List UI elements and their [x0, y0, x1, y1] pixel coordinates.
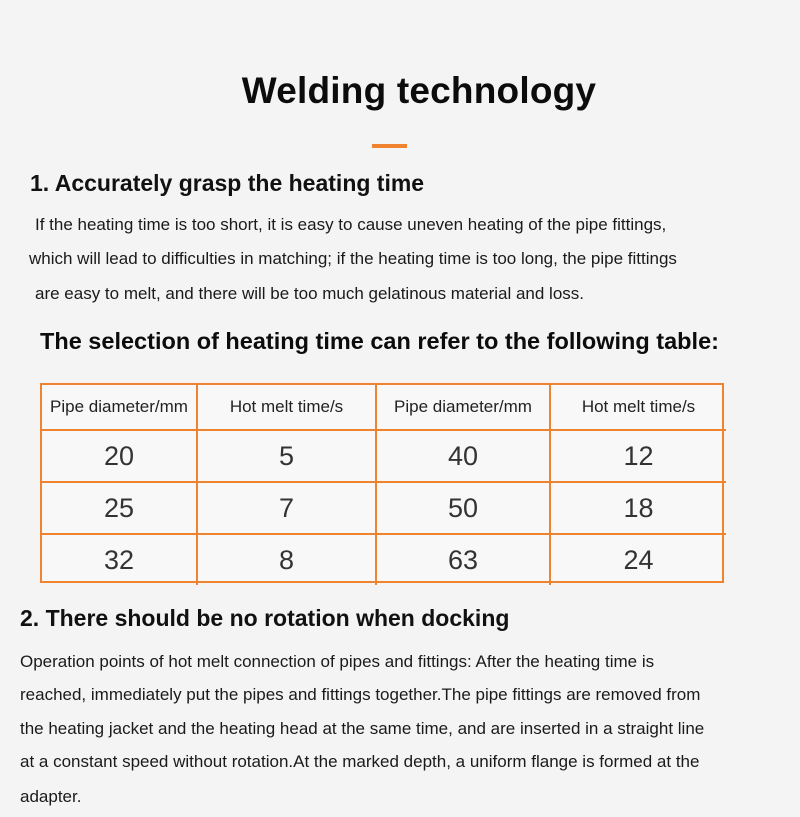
- table-cell: 12: [550, 430, 726, 482]
- table-row: [42, 482, 726, 534]
- table-header-row: [42, 385, 726, 430]
- table-row: [42, 430, 726, 482]
- section-1-line: which will lead to difficulties in matching; if the heating time is too long, the pipe fittings: [29, 249, 677, 268]
- table-cell: 5: [197, 430, 376, 482]
- table-cell: 7: [197, 482, 376, 534]
- section-2-heading: 2. There should be no rotation when docking: [20, 605, 510, 631]
- title-accent-bar: [372, 144, 407, 148]
- table-intro: The selection of heating time can refer to the following table:: [40, 328, 719, 354]
- page-title: Welding technology: [241, 70, 597, 111]
- table-cell: 24: [550, 534, 726, 585]
- section-2-line: adapter.: [20, 787, 82, 806]
- table-cell: 8: [197, 534, 376, 585]
- table-cell: 40: [376, 430, 550, 482]
- header-hot-melt-time: Hot melt time/s: [197, 385, 376, 430]
- section-2-line: the heating jacket and the heating head at the same time, and are inserted in a straight line: [20, 719, 705, 738]
- table-cell: 18: [550, 482, 726, 534]
- heating-time-table: [42, 385, 726, 585]
- header-pipe-diameter: Pipe diameter/mm: [376, 385, 550, 430]
- table-cell: 20: [42, 430, 197, 482]
- heating-time-table-frame: [40, 383, 724, 583]
- section-2-line: at a constant speed without rotation.At the marked depth, a uniform flange is formed at the: [20, 752, 700, 771]
- table-cell: 25: [42, 482, 197, 534]
- section-1-line: If the heating time is too short, it is easy to cause uneven heating of the pipe fittings,: [35, 215, 667, 234]
- section-2-line: Operation points of hot melt connection of pipes and fittings: After the heating time is: [20, 652, 655, 671]
- table-row: [42, 534, 726, 585]
- table-cell: 63: [376, 534, 550, 585]
- table-cell: 50: [376, 482, 550, 534]
- header-hot-melt-time: Hot melt time/s: [550, 385, 726, 430]
- table-cell: 32: [42, 534, 197, 585]
- header-pipe-diameter: Pipe diameter/mm: [42, 385, 197, 430]
- section-1-line: are easy to melt, and there will be too much gelatinous material and loss.: [35, 284, 585, 303]
- section-2-line: reached, immediately put the pipes and fittings together.The pipe fittings are removed from: [20, 685, 701, 704]
- section-1-heading: 1. Accurately grasp the heating time: [30, 170, 425, 196]
